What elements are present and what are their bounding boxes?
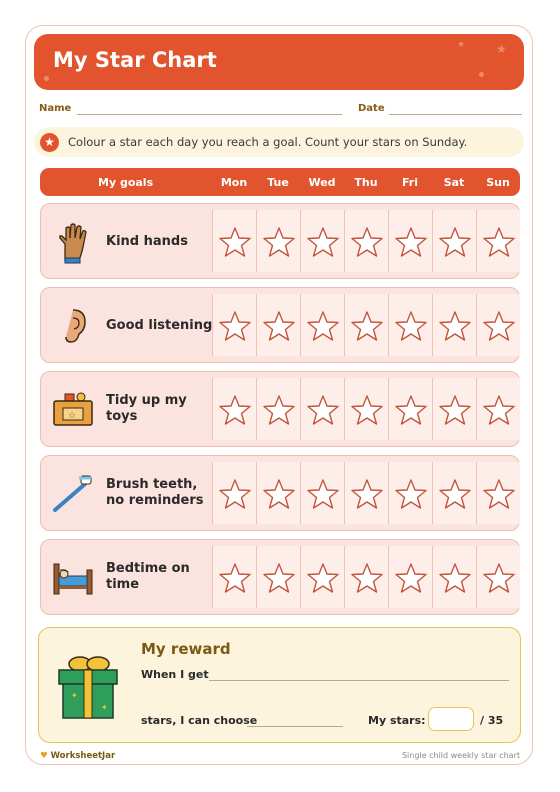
cell-divider	[432, 378, 433, 440]
star-icon[interactable]	[483, 478, 515, 510]
date-field[interactable]	[389, 114, 522, 115]
cell-divider	[212, 294, 213, 356]
cell-divider	[300, 462, 301, 524]
cell-divider	[476, 294, 477, 356]
star-icon[interactable]	[263, 226, 295, 258]
star-icon[interactable]	[263, 394, 295, 426]
day-header-wed: Wed	[308, 176, 336, 189]
cell-divider	[300, 294, 301, 356]
star-icon[interactable]	[395, 478, 427, 510]
star-icon[interactable]	[263, 310, 295, 342]
star-icon[interactable]	[439, 226, 471, 258]
goal-label	[106, 477, 216, 509]
day-header-mon: Mon	[220, 176, 248, 189]
cell-divider	[212, 546, 213, 608]
cell-divider	[212, 462, 213, 524]
bed-icon	[51, 556, 95, 600]
goal-label-line: Tidy up my	[106, 393, 187, 408]
brand-name: WorksheetJar	[50, 751, 116, 761]
cell-divider	[256, 294, 257, 356]
goal-label-line: Brush teeth,	[106, 477, 198, 492]
goal-row	[40, 203, 520, 279]
star-icon[interactable]	[219, 394, 251, 426]
goal-label-line: toys	[106, 409, 138, 424]
name-label: Name	[39, 103, 72, 114]
dot-deco	[479, 72, 484, 77]
dot-deco	[44, 76, 49, 81]
star-icon[interactable]	[351, 310, 383, 342]
star-deco-icon: ★	[457, 40, 466, 50]
star-icon[interactable]	[263, 478, 295, 510]
gift-icon	[55, 652, 121, 720]
star-icon[interactable]	[219, 562, 251, 594]
star-icon[interactable]	[439, 478, 471, 510]
star-icon[interactable]	[439, 310, 471, 342]
star-badge-icon: ★	[40, 133, 59, 152]
goal-label	[106, 234, 216, 250]
star-icon[interactable]	[307, 310, 339, 342]
cell-divider	[344, 210, 345, 272]
goals-header: My goals	[98, 176, 154, 189]
reward-title: My reward	[141, 640, 231, 658]
star-grid	[213, 546, 519, 608]
star-icon[interactable]	[483, 394, 515, 426]
cell-divider	[344, 546, 345, 608]
my-stars-label: My stars:	[368, 714, 426, 727]
cell-divider	[344, 462, 345, 524]
cell-divider	[388, 378, 389, 440]
star-icon[interactable]	[483, 310, 515, 342]
star-icon[interactable]	[351, 478, 383, 510]
svg-text:✦: ✦	[71, 691, 78, 700]
star-icon[interactable]	[307, 226, 339, 258]
toy-box-icon	[51, 388, 95, 432]
goal-label-line: Bedtime on	[106, 561, 190, 576]
day-header-tue: Tue	[267, 176, 289, 189]
cell-divider	[476, 378, 477, 440]
goal-row	[40, 371, 520, 447]
cell-divider	[256, 210, 257, 272]
cell-divider	[212, 210, 213, 272]
cell-divider	[300, 210, 301, 272]
star-icon[interactable]	[307, 562, 339, 594]
goal-label-line: Good listening	[106, 318, 213, 333]
instruction-bar	[34, 127, 524, 157]
reward-box	[38, 627, 521, 743]
star-icon[interactable]	[263, 562, 295, 594]
cell-divider	[300, 378, 301, 440]
star-icon[interactable]	[439, 562, 471, 594]
day-header-thu: Thu	[354, 176, 378, 189]
star-icon[interactable]	[439, 394, 471, 426]
hand-icon	[51, 220, 95, 264]
star-icon[interactable]	[351, 394, 383, 426]
star-icon[interactable]	[351, 226, 383, 258]
footer-brand	[40, 751, 115, 761]
star-icon[interactable]	[307, 394, 339, 426]
ear-icon	[51, 304, 95, 348]
goal-row	[40, 455, 520, 531]
cell-divider	[388, 210, 389, 272]
star-deco-icon: ★	[496, 42, 507, 56]
goal-label-line: no reminders	[106, 493, 204, 508]
stars-total: / 35	[480, 714, 504, 727]
cell-divider	[344, 294, 345, 356]
heart-icon: ♥	[40, 751, 48, 761]
title-banner	[34, 34, 524, 90]
goal-label	[106, 561, 216, 593]
goal-row	[40, 287, 520, 363]
star-icon[interactable]	[219, 226, 251, 258]
goal-label-line: time	[106, 577, 140, 592]
cell-divider	[388, 546, 389, 608]
cell-divider	[476, 546, 477, 608]
cell-divider	[300, 546, 301, 608]
table-header	[40, 168, 520, 196]
star-icon[interactable]	[395, 310, 427, 342]
star-icon[interactable]	[483, 226, 515, 258]
when-label: When I get	[141, 668, 209, 681]
name-field[interactable]	[77, 114, 342, 115]
star-icon[interactable]	[483, 562, 515, 594]
cell-divider	[256, 462, 257, 524]
cell-divider	[476, 210, 477, 272]
goal-label	[106, 393, 216, 425]
cell-divider	[432, 462, 433, 524]
star-grid	[213, 462, 519, 524]
choose-label: stars, I can choose	[141, 714, 258, 727]
star-icon[interactable]	[351, 562, 383, 594]
cell-divider	[432, 210, 433, 272]
goal-label-line: Kind hands	[106, 234, 188, 249]
cell-divider	[256, 378, 257, 440]
star-icon[interactable]	[395, 394, 427, 426]
cell-divider	[476, 462, 477, 524]
star-icon[interactable]	[395, 226, 427, 258]
reward-count-field[interactable]	[209, 680, 509, 681]
goal-label	[106, 318, 216, 334]
toothbrush-icon	[51, 472, 95, 516]
day-header-fri: Fri	[401, 176, 418, 189]
star-grid	[213, 378, 519, 440]
star-grid	[213, 294, 519, 356]
star-icon[interactable]	[307, 478, 339, 510]
day-header-sun: Sun	[486, 176, 510, 189]
svg-text:☆: ☆	[68, 411, 77, 421]
cell-divider	[212, 378, 213, 440]
svg-text:✦: ✦	[101, 703, 108, 712]
cell-divider	[388, 462, 389, 524]
day-header-sat: Sat	[443, 176, 465, 189]
reward-choice-field[interactable]	[247, 726, 343, 727]
star-grid	[213, 210, 519, 272]
cell-divider	[344, 378, 345, 440]
footer-note: Single child weekly star chart	[401, 751, 520, 760]
cell-divider	[388, 294, 389, 356]
star-icon[interactable]	[395, 562, 427, 594]
cell-divider	[432, 294, 433, 356]
goal-row	[40, 539, 520, 615]
cell-divider	[432, 546, 433, 608]
cell-divider	[256, 546, 257, 608]
page-title: My Star Chart	[53, 48, 217, 72]
date-label: Date	[358, 103, 385, 114]
star-icon[interactable]	[219, 478, 251, 510]
star-icon[interactable]	[219, 310, 251, 342]
my-stars-input[interactable]	[428, 707, 474, 731]
instruction-text: Colour a star each day you reach a goal. Count your stars on Sunday.	[68, 135, 468, 149]
